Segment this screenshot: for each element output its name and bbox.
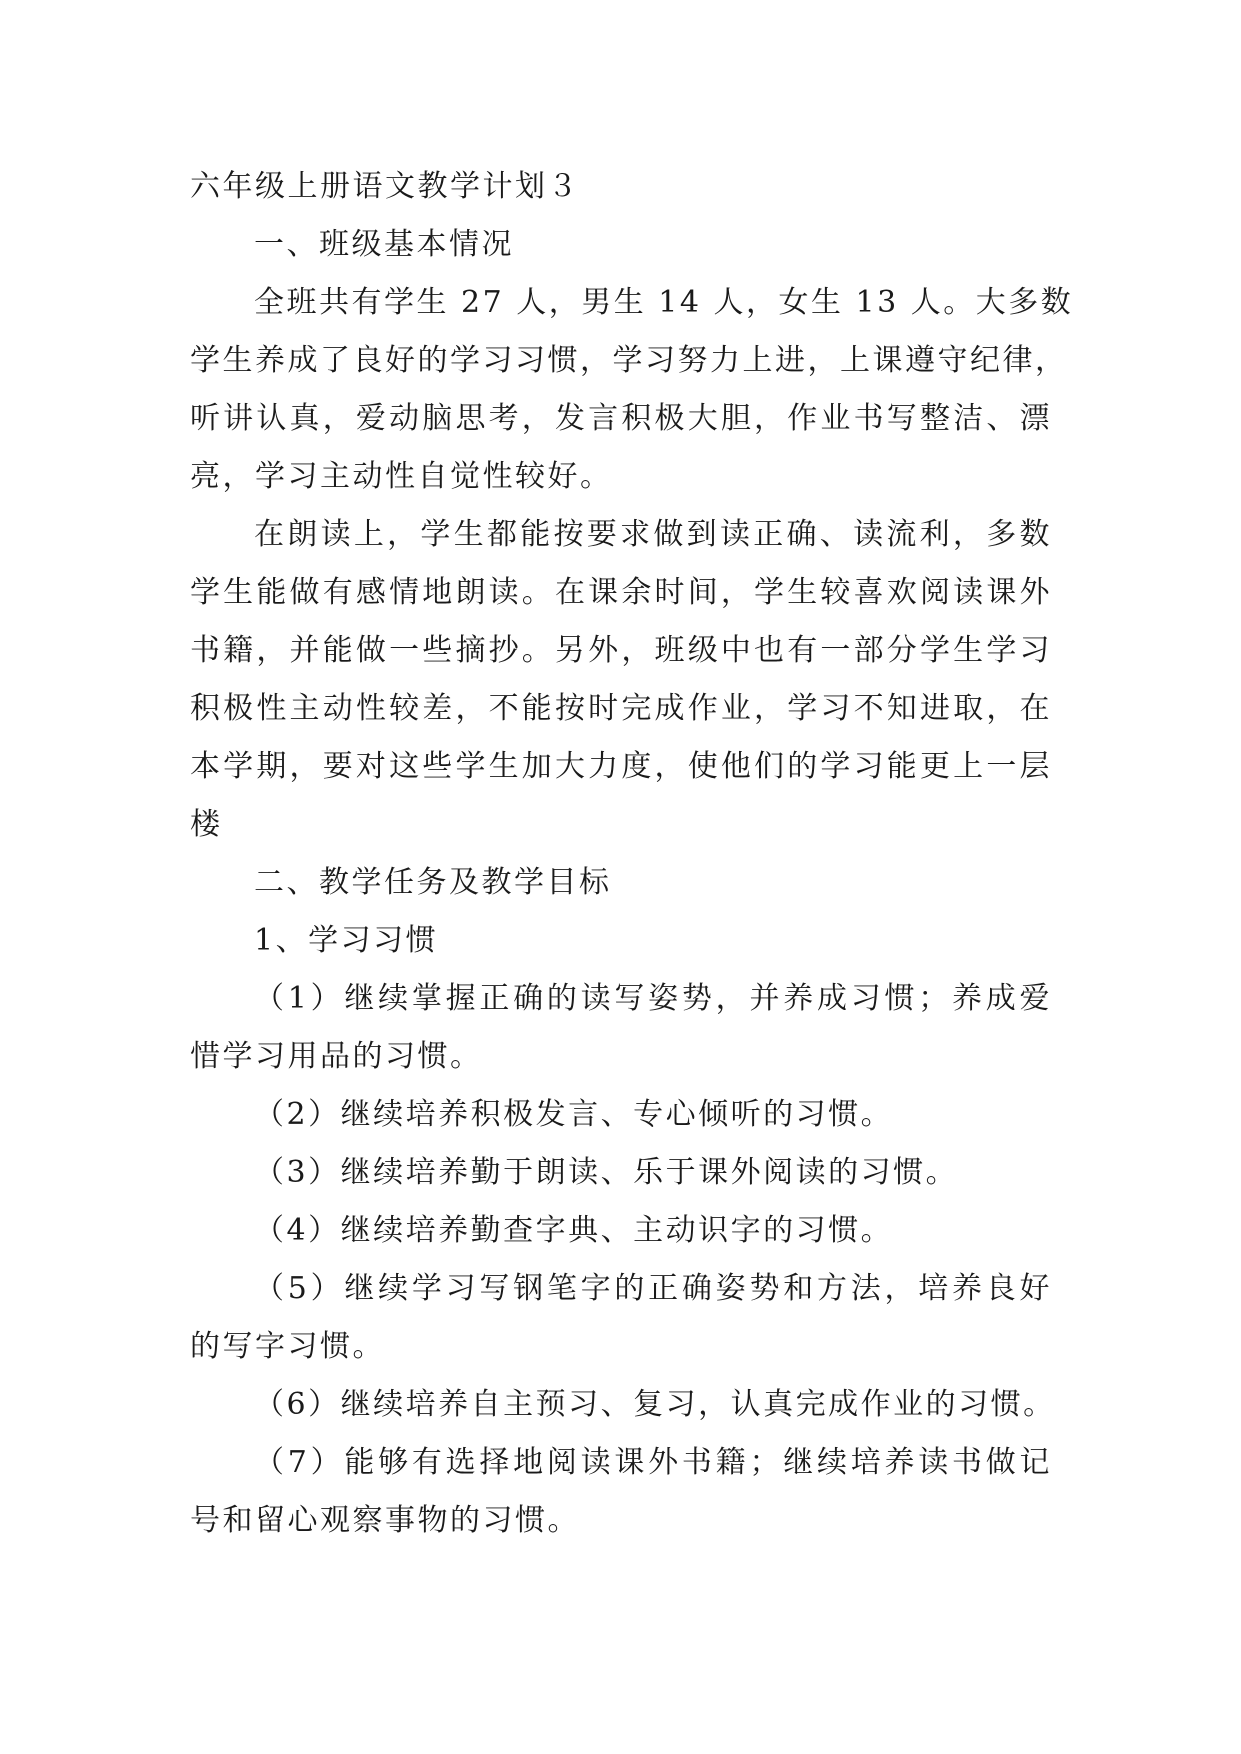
document-body	[190, 158, 1074, 1550]
paragraph-line: 学生养成了良好的学习习惯，学习努力上进，上课遵守纪律，	[190, 343, 1068, 378]
paragraph-line: 全班共有学生 27 人，男生 14 人，女生 13 人。大多数	[254, 285, 1074, 320]
section-heading: 二、教学任务及教学目标	[254, 865, 612, 900]
paragraph-line: 听讲认真，爱动脑思考，发言积极大胆，作业书写整洁、漂	[190, 401, 1052, 436]
list-item-line: （6）继续培养自主预习、复习，认真完成作业的习惯。	[254, 1387, 1056, 1422]
section-heading: 一、班级基本情况	[254, 227, 514, 262]
list-item	[190, 1144, 1052, 1202]
paragraph-line: 学生能做有感情地朗读。在课余时间，学生较喜欢阅读课外	[190, 575, 1052, 610]
list-item-line: （4）继续培养勤查字典、主动识字的习惯。	[254, 1213, 894, 1248]
list-item	[190, 970, 1052, 1086]
list-item-line: 号和留心观察事物的习惯。	[190, 1503, 580, 1538]
list-item-line: （3）继续培养勤于朗读、乐于课外阅读的习惯。	[254, 1155, 959, 1190]
paragraph-line: 楼	[190, 807, 223, 842]
list-item-line: （1）继续掌握正确的读写姿势，并养成习惯；养成爱	[254, 981, 1052, 1016]
list-item-line: 惜学习用品的习惯。	[190, 1039, 483, 1074]
list-item	[190, 1260, 1052, 1376]
document-title: 六年级上册语文教学计划３	[190, 169, 580, 204]
list-item-line: （7）能够有选择地阅读课外书籍；继续培养读书做记	[254, 1445, 1052, 1480]
paragraph	[190, 274, 1074, 506]
paragraph	[190, 506, 1052, 854]
list-item-line: （2）继续培养积极发言、专心倾听的习惯。	[254, 1097, 894, 1132]
list-item	[190, 1202, 1052, 1260]
paragraph-line: 本学期，要对这些学生加大力度，使他们的学习能更上一层	[190, 749, 1052, 784]
paragraph-line: 亮，学习主动性自觉性较好。	[190, 459, 613, 494]
subsection-heading: 1、学习习惯	[254, 923, 439, 958]
paragraph-line: 在朗读上，学生都能按要求做到读正确、读流利，多数	[254, 517, 1052, 552]
paragraph-line: 书籍，并能做一些摘抄。另外，班级中也有一部分学生学习	[190, 633, 1052, 668]
list-item	[190, 1434, 1052, 1550]
list-item-line: 的写字习惯。	[190, 1329, 385, 1364]
paragraph-line: 积极性主动性较差，不能按时完成作业，学习不知进取，在	[190, 691, 1052, 726]
list-item-line: （5）继续学习写钢笔字的正确姿势和方法，培养良好	[254, 1271, 1052, 1306]
list-item	[190, 1086, 1052, 1144]
list-item	[190, 1376, 1056, 1434]
